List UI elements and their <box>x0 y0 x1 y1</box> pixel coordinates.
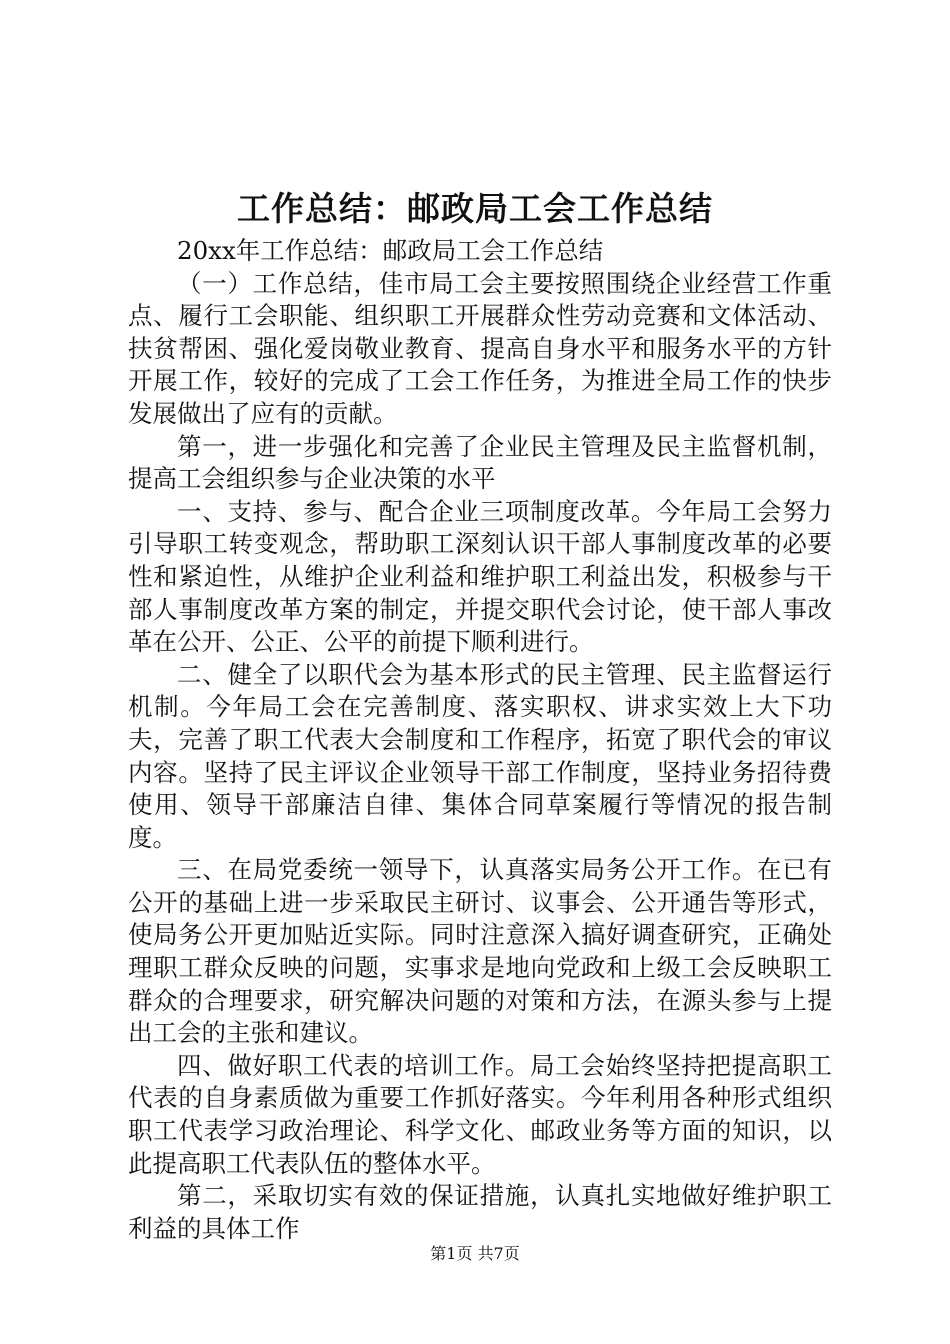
paragraph-heading: 20xx年工作总结：邮政局工会工作总结 <box>177 236 604 265</box>
paragraph-item-2: 二、健全了以职代会为基本形式的民主管理、民主监督运行机制。今年局工会在完善制度、落实职权、讲求实效上大下功夫，完善了职工代表大会制度和工作程序，拓宽了职代会的审议内容。坚持了民主评议企业领导干部工作制度，坚持业务招待费使用、领导干部廉洁自律、集体合同草案履行等情况的报告制度。 <box>128 659 832 852</box>
paragraph-item-1: 一、支持、参与、配合企业三项制度改革。今年局工会努力引导职工转变观念，帮助职工深刻认识干部人事制度改革的必要性和紧迫性，从维护企业利益和维护职工利益出发，积极参与干部人事制度改革方案的制定，并提交职代会讨论，使干部人事改革在公开、公正、公平的前提下顺利进行。 <box>128 496 832 657</box>
paragraph-section-1: 第一，进一步强化和完善了企业民主管理及民主监督机制，提高工会组织参与企业决策的水平 <box>128 431 832 494</box>
paragraph-section-2: 第二，采取切实有效的保证措施，认真扎实地做好维护职工利益的具体工作 <box>128 1181 832 1243</box>
document-body <box>128 235 832 1245</box>
paragraph-item-3: 三、在局党委统一领导下，认真落实局务公开工作。在已有公开的基础上进一步采取民主研讨、议事会、公开通告等形式，使局务公开更加贴近实际。同时注意深入搞好调查研究，正确处理职工群众反映的问题，实事求是地向党政和上级工会反映职工群众的合理要求，研究解决问题的对策和方法，在源头参与上提出工会的主张和建议。 <box>128 855 832 1048</box>
paragraph-intro: （一）工作总结，佳市局工会主要按照围绕企业经营工作重点、履行工会职能、组织职工开展群众性劳动竞赛和文体活动、扶贫帮困、强化爱岗敬业教育、提高自身水平和服务水平的方针开展工作，较好的完成了工会工作任务，为推进全局工作的快步发展做出了应有的贡献。 <box>128 268 832 428</box>
document-title: 工作总结：邮政局工会工作总结 <box>237 189 713 228</box>
paragraph-item-4: 四、做好职工代表的培训工作。局工会始终坚持把提高职工代表的自身素质做为重要工作抓好落实。今年利用各种形式组织职工代表学习政治理论、科学文化、邮政业务等方面的知识，以此提高职工代表队伍的整体水平。 <box>128 1050 832 1178</box>
page-number-footer: 第1页 共7页 <box>430 1244 520 1263</box>
